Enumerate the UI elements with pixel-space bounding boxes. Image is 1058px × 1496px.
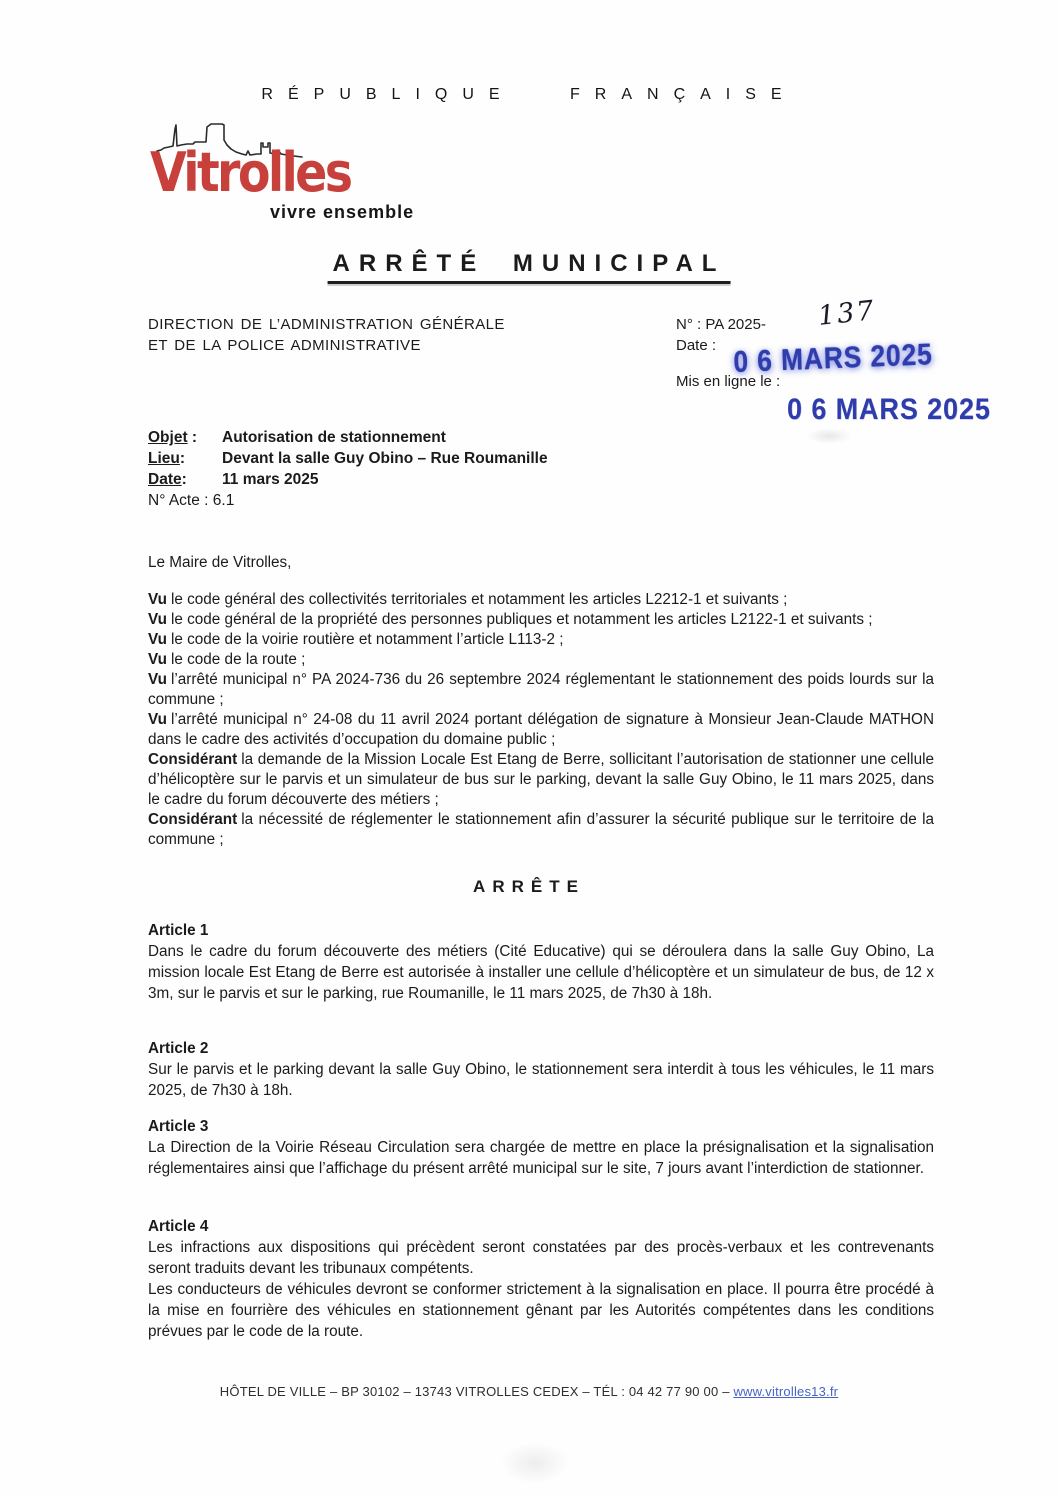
article-2-heading: Article 2 [148, 1040, 209, 1057]
subject-date-label: Date: [148, 471, 187, 488]
article-1-heading: Article 1 [148, 922, 209, 939]
subject-block [148, 427, 548, 511]
numero-label: N° : PA 2025- [676, 316, 766, 333]
article-4-text: Les conducteurs de véhicules devront se conformer strictement à la signalisation en place. Il pourra être procédé à la mise en fourrière des véhicules en stationnement gênant par les Autorités compétentes dans les conditions prévues par le code de la route. [148, 1281, 934, 1340]
vu-clause: Vu le code général des collectivités territoriales et notamment les articles L2212-1 et suivants ; [148, 591, 788, 608]
subject-date-value: 11 mars 2025 [222, 471, 319, 488]
date-label: Date : [676, 337, 717, 354]
article-3-text: La Direction de la Voirie Réseau Circulation sera chargée de mettre en place la présignalisation et la signalisation réglementaires ainsi que l’affichage du présent arrêté municipal sur le site, 7 jours avant l’interdiction de stationner. [148, 1139, 934, 1177]
article-1-text: Dans le cadre du forum découverte des métiers (Cité Educative) qui se déroulera dans la salle Guy Obino, La mission locale Est Etang de Berre est autorisée à installer une cellule d’hélicoptère et un simulateur de bus, de 12 x 3m, sur le parvis et sur le parking, rue Roumanille, le 11 mars 2025, de 7h30 à 18h. [148, 943, 934, 1002]
direction-line2: ET DE LA POLICE ADMINISTRATIVE [148, 337, 421, 354]
article-2-text: Sur le parvis et le parking devant la salle Guy Obino, le stationnement sera interdit à tous les véhicules, le 11 mars 2025, de 7h30 à 18h. [148, 1061, 934, 1099]
logo-wordmark: Vitrolles [150, 141, 351, 204]
arrete-heading: ARRÊTE [473, 877, 585, 896]
subject-row-objet [148, 427, 548, 448]
document-title: ARRÊTÉ MUNICIPAL [328, 250, 731, 284]
vu-clause: Vu le code général de la propriété des personnes publiques et notamment les articles L2122-1 et suivants ; [148, 611, 873, 628]
article-3 [148, 1116, 934, 1179]
scan-smudge [806, 428, 852, 444]
vu-clause: Vu le code de la voirie routière et notamment l’article L113-2 ; [148, 631, 564, 648]
objet-value: Autorisation de stationnement [222, 429, 446, 446]
lieu-label: Lieu: [148, 450, 186, 467]
handwritten-number: 137 [816, 295, 878, 332]
lieu-value: Devant la salle Guy Obino – Rue Roumanille [222, 450, 548, 467]
date-stamp: 0 6 MARS 2025 [733, 338, 934, 379]
article-1 [148, 920, 934, 1004]
online-date-stamp: 0 6 MARS 2025 [787, 393, 991, 426]
footer-text: HÔTEL DE VILLE – BP 30102 – 13743 VITROLLES CEDEX – TÉL : 04 42 77 90 00 – [219, 1384, 734, 1399]
considerant-clause: Considérant la nécessité de réglementer le stationnement afin d’assurer la sécurité publique sur le territoire de la commune ; [148, 811, 934, 848]
subject-row-date [148, 469, 548, 490]
article-4 [148, 1216, 934, 1342]
article-3-heading: Article 3 [148, 1118, 209, 1135]
considerant-clause: Considérant la demande de la Mission Locale Est Etang de Berre, sollicitant l’autorisation de stationner une cellule d’hélicoptère sur le parvis et un simulateur de bus sur le parking, devant la salle Guy Obino, le 11 mars 2025, dans le cadre du forum découverte des métiers ; [148, 751, 934, 808]
subject-row-lieu [148, 448, 548, 469]
republique-heading: RÉPUBLIQUE FRANÇAISE [261, 86, 797, 103]
logo-tagline: vivre ensemble [270, 202, 415, 222]
scan-smudge [500, 1442, 570, 1484]
footer-address-line [0, 1384, 1058, 1399]
acte-number-line: N° Acte : 6.1 [148, 492, 235, 509]
vitrolles-logo [150, 120, 430, 230]
objet-label: Objet : [148, 429, 198, 446]
footer-website-link[interactable]: www.vitrolles13.fr [733, 1384, 839, 1399]
salutation-line: Le Maire de Vitrolles, [148, 554, 292, 571]
vu-clause: Vu l’arrêté municipal n° 24-08 du 11 avril 2024 portant délégation de signature à Monsieur Jean-Claude MATHON dans le cadre des activités d’occupation du domaine public ; [148, 711, 934, 748]
preamble-block [148, 590, 934, 850]
direction-line1: DIRECTION DE L’ADMINISTRATION GÉNÉRALE [148, 316, 505, 333]
article-4-heading: Article 4 [148, 1218, 209, 1235]
article-4-text: Les infractions aux dispositions qui précèdent seront constatées par des procès-verbaux et les contrevenants seront traduits devant les tribunaux compétents. [148, 1239, 934, 1277]
vu-clause: Vu le code de la route ; [148, 651, 306, 668]
direction-block [148, 314, 505, 356]
vu-clause: Vu l’arrêté municipal n° PA 2024-736 du 26 septembre 2024 réglementant le stationnement des poids lourds sur la commune ; [148, 671, 934, 708]
online-label: Mis en ligne le : [676, 373, 781, 390]
article-2 [148, 1038, 934, 1101]
